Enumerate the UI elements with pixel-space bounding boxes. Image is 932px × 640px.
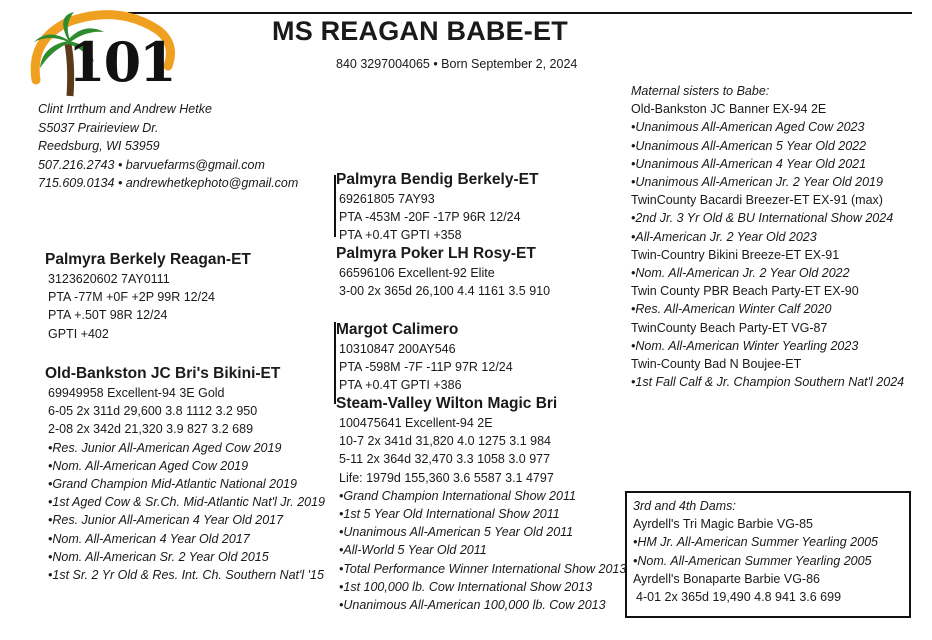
dam-honor: •Nom. All-American Sr. 2 Year Old 2015 [48,549,269,564]
dam-line: 69949958 Excellent-94 3E Gold [48,386,225,400]
maternal-sisters-block [631,82,904,391]
dam-honor: •Res. Junior All-American 4 Year Old 2017 [48,513,284,528]
maternal-line: •Nom. All-American Jr. 2 Year Old 2022 [631,266,850,281]
sire-sire-line: PTA -453M -20F -17P 96R 12/24 [339,210,521,225]
maternal-line: •Res. All-American Winter Calf 2020 [631,302,832,317]
dam-line: 6-05 2x 311d 29,600 3.8 1112 3.2 950 [48,404,258,419]
dams34-line: •HM Jr. All-American Summer Yearling 2005 [633,535,878,550]
dam-name: Old-Bankston JC Bri's Bikini-ET [45,365,281,382]
dam-honor: •Res. Junior All-American Aged Cow 2019 [48,440,282,455]
dam-sire-line: 10310847 200AY546 [339,342,456,356]
maternal-line: TwinCounty Beach Party-ET VG-87 [631,320,828,335]
sire-sire-line: 69261805 7AY93 [339,192,435,206]
dam-sire-block [336,320,513,395]
sire-dam-name: Palmyra Poker LH Rosy-ET [336,245,536,262]
maternal-line: Twin County PBR Beach Party-ET EX-90 [631,284,859,299]
maternal-line: •2nd Jr. 3 Yr Old & BU International Show 2024 [631,211,894,226]
dam-dam-honor: •1st 100,000 lb. Cow International Show 2013 [339,579,593,594]
sire-block [45,250,251,343]
dam-dam-line: 10-7 2x 341d 31,820 4.0 1275 3.1 984 [339,434,551,449]
sire-line: GPTI +402 [48,326,109,341]
maternal-line: Twin-Country Bikini Breeze-ET EX-91 [631,247,840,262]
owner-names: Clint Irrthum and Andrew Hetke [38,102,212,116]
dam-dam-honor: •Unanimous All-American 5 Year Old 2011 [339,525,574,540]
street-address: S5037 Prairieview Dr. [38,120,159,135]
header-rule [128,12,912,14]
dam-dam-honor: •1st 5 Year Old International Show 2011 [339,507,560,522]
dam-honor: •Nom. All-American Aged Cow 2019 [48,458,249,473]
sire-line: PTA +.50T 98R 12/24 [48,308,168,323]
dam-sire-line: PTA +0.4T GPTI +386 [339,378,462,393]
dam-block [45,364,325,584]
sire-sire-block [336,170,538,245]
dam-honor: •Grand Champion Mid-Atlantic National 2019 [48,477,297,492]
city-address: Reedsburg, WI 53959 [38,139,160,153]
maternal-line: •1st Fall Calf & Jr. Champion Southern Nat'l 2024 [631,375,905,390]
contact-info [38,100,298,193]
contact-line-2: 715.609.0134 • andrewhetkephoto@gmail.com [38,176,299,190]
dams34-line: Ayrdell's Tri Magic Barbie VG-85 [633,517,813,532]
maternal-line: TwinCounty Bacardi Breezer-ET EX-91 (max) [631,193,883,208]
maternal-line: Twin-County Bad N Boujee-ET [631,357,802,372]
maternal-line: Old-Bankston JC Banner EX-94 2E [631,102,827,117]
dam-sire-name: Margot Calimero [336,321,459,338]
maternal-heading: Maternal sisters to Babe: [631,84,770,98]
sire-line: PTA -77M +0F +2P 99R 12/24 [48,290,215,305]
maternal-line: •Unanimous All-American Jr. 2 Year Old 2019 [631,175,883,190]
registration-birthdate: 840 3297004065 • Born September 2, 2024 [336,57,578,71]
maternal-line: •All-American Jr. 2 Year Old 2023 [631,229,817,244]
sire-sire-name: Palmyra Bendig Berkely-ET [336,171,539,188]
dams34-line: •Nom. All-American Summer Yearling 2005 [633,553,872,568]
dam-dam-line: 5-11 2x 364d 32,470 3.3 1058 3.0 977 [339,452,551,467]
maternal-line: •Nom. All-American Winter Yearling 2023 [631,338,859,353]
sire-dam-block [336,244,550,300]
contact-line-1: 507.216.2743 • barvuefarms@gmail.com [38,157,265,172]
sire-dam-line: 66596106 Excellent-92 Elite [339,266,495,280]
page-title: MS REAGAN BABE-ET [272,16,568,46]
dam-dam-name: Steam-Valley Wilton Magic Bri [336,395,558,412]
dam-dam-line: Life: 1979d 155,360 3.6 5587 3.1 4797 [339,470,554,485]
maternal-line: •Unanimous All-American 4 Year Old 2021 [631,156,867,171]
dam-dam-honor: •Grand Champion International Show 2011 [339,488,576,503]
dam-line: 2-08 2x 342d 21,320 3.9 827 3.2 689 [48,422,254,437]
dams34-heading: 3rd and 4th Dams: [633,499,736,513]
dam-dam-line: 100475641 Excellent-94 2E [339,416,493,430]
sire-dam-line: 3-00 2x 365d 26,100 4.4 1161 3.5 910 [339,284,551,299]
farm-logo [28,10,178,98]
maternal-line: •Unanimous All-American 5 Year Old 2022 [631,138,867,153]
third-fourth-dams-block [633,497,878,606]
logo-number: 101 [68,30,175,94]
dam-honor: •1st Sr. 2 Yr Old & Res. Int. Ch. Southern Nat'l '15 [48,568,324,583]
dam-honor: •1st Aged Cow & Sr.Ch. Mid-Atlantic Nat'l Jr. 2019 [48,495,326,510]
dam-sire-line: PTA -598M -7F -11P 97R 12/24 [339,360,513,375]
dam-dam-honor: •All-World 5 Year Old 2011 [339,543,487,558]
sire-sire-line: PTA +0.4T GPTI +358 [339,228,462,243]
sire-line: 3123620602 7AY0111 [48,272,170,286]
dam-dam-block [336,394,626,614]
dam-honor: •Nom. All-American 4 Year Old 2017 [48,531,250,546]
maternal-line: •Unanimous All-American Aged Cow 2023 [631,120,865,135]
dam-dam-honor: •Unanimous All-American 100,000 lb. Cow 2013 [339,598,606,613]
sire-name: Palmyra Berkely Reagan-ET [45,251,251,268]
dams34-line: 4-01 2x 365d 19,490 4.8 941 3.6 699 [636,590,842,605]
dams34-line: Ayrdell's Bonaparte Barbie VG-86 [633,571,820,586]
dam-dam-honor: •Total Performance Winner International Show 2013 [339,561,627,576]
